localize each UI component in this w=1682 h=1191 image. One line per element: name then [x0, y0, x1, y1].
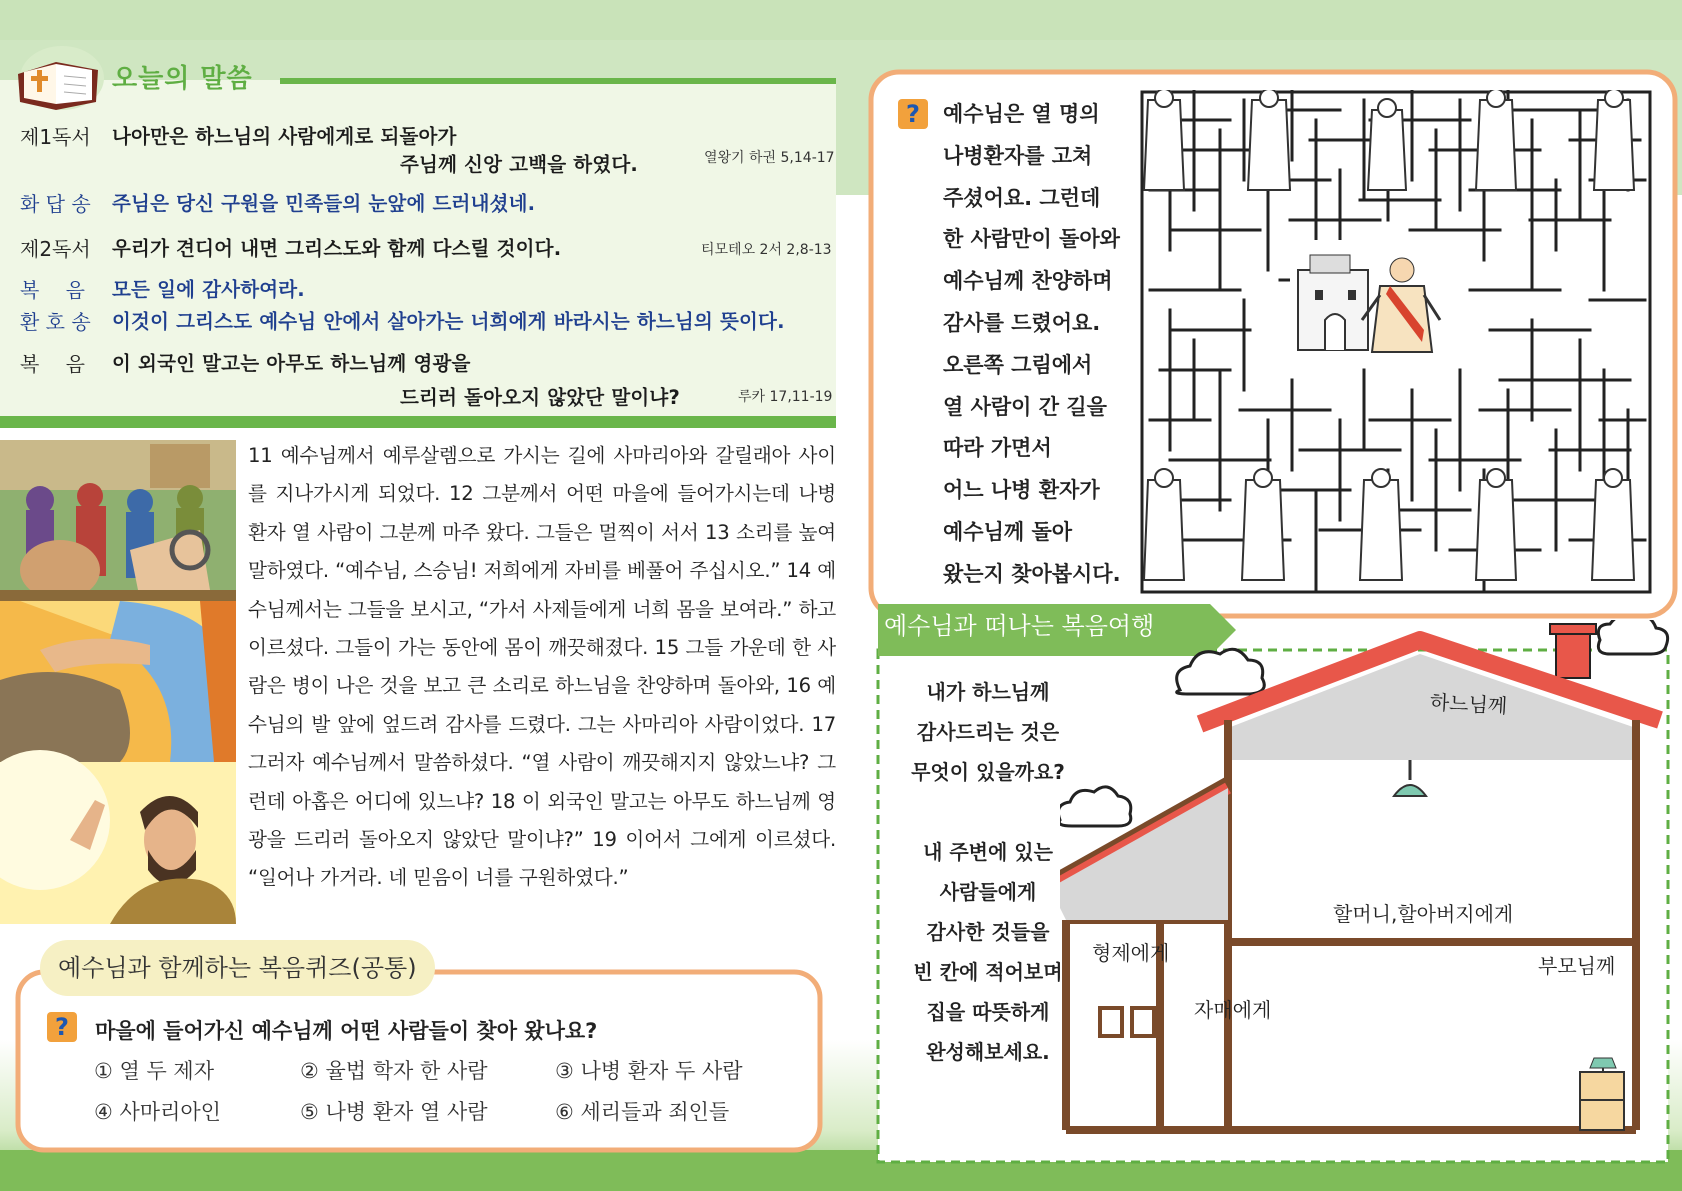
cloud-icon	[1177, 649, 1265, 694]
house-instructions	[898, 832, 1078, 1072]
house-instruction-line: 집을 따뜻하게	[926, 1000, 1050, 1024]
maze-line: 어느 나병 환자가	[943, 478, 1100, 503]
maze-line: 예수님께 찬양하며	[943, 269, 1113, 294]
reading-text: 이것이 그리스도 예수님 안에서 살아가는 너희에게 바라시는 하느님의 뜻이다.	[112, 310, 785, 333]
maze-line: 왔는지 찾아봅시다.	[943, 561, 1121, 586]
reading-text: 모든 일에 감사하여라.	[112, 278, 305, 301]
quiz-option-4[interactable]: ④ 사마리아인	[94, 1100, 221, 1124]
quiz-tab: 예수님과 함께하는 복음퀴즈(공통)	[40, 940, 435, 996]
reading-text: 이 외국인 말고는 아무도 하느님께 영광을	[112, 352, 471, 375]
healing-touch-illustration	[0, 601, 236, 762]
reading-text: 우리가 견디어 내면 그리스도와 함께 다스릴 것이다.	[112, 237, 562, 260]
house-instruction-line: 완성해보세요.	[926, 1040, 1050, 1064]
quiz-option-6[interactable]: ⑥ 세리들과 죄인들	[555, 1100, 730, 1124]
question-mark-icon: ?	[47, 1012, 77, 1042]
quiz-option-2[interactable]: ② 율법 학자 한 사람	[300, 1059, 488, 1083]
maze-line: 한 사람만이 돌아와	[943, 227, 1120, 252]
house-question-line: 감사드리는 것은	[916, 720, 1060, 744]
maze-line: 감사를 드렸어요.	[943, 310, 1101, 335]
maze-line: 오른쪽 그림에서	[943, 352, 1093, 377]
house-question-line: 무엇이 있을까요?	[911, 760, 1065, 784]
room-label-sisters: 자매에게	[1194, 998, 1272, 1022]
room-label-brothers: 형제에게	[1092, 941, 1170, 965]
house-question	[898, 672, 1078, 792]
cloud-icon	[1060, 787, 1131, 826]
reading-label: 제1독서	[20, 125, 91, 149]
reading-label: 복 음	[20, 352, 85, 376]
reading-ref: 열왕기 하권 5,14-17	[704, 150, 835, 166]
reading-text: 나아만은 하느님의 사람에게로 되돌아가	[112, 125, 457, 148]
house-instruction-line: 감사한 것들을	[926, 920, 1050, 944]
readings-title: 오늘의 말씀	[112, 64, 253, 94]
reading-ref: 티모테오 2서 2,8-13	[701, 242, 832, 258]
cloud-icon	[1598, 620, 1667, 654]
question-mark-icon: ?	[898, 99, 928, 129]
gospel-text: 11 예수님께서 예루살렘으로 가시는 길에 사마리아와 갈릴래아 사이를 지나가시게 되었다. 12 그분께서 어떤 마을에 들어가시는데 나병 환자 열 사람이 그분께 마주 왔다. 그들은 멀찍이 서서 13 소리를 높여 말하였다. “예수님, 스승님! 저희에게 자비를 베풀어 주십시오.” 14 예수님께서는 그들을 보시고, “가서 사제들에게 너희 몸을 보여라.” 하고 이르셨다. 그들이 가는 동안에 몸이 깨끗해졌다. 15 그들 가운데 한 사람은 병이 나은 것을 보고 큰 소리로 하느님을 찬양하며 돌아와, 16 예수님의 발 앞에 엎드려 감사를 드렸다. 그는 사마리아 사람이었다. 17 그러자 예수님께서 말씀하셨다. “열 사람이 깨끗해지지 않았느냐? 그런데 아홉은 어디에 있느냐? 18 이 외국인 말고는 아무도 하느님께 영광을 드리러 돌아오지 않았단 말이냐?” 19 이어서 그에게 이르셨다. “일어나 가거라. 네 믿음이 너를 구원하였다.”	[248, 444, 836, 890]
room-label-god: 하느님께	[1429, 689, 1508, 719]
quiz-option-3[interactable]: ③ 나병 환자 두 사람	[555, 1059, 743, 1083]
maze-line: 예수님께 돌아	[943, 519, 1073, 544]
reading-text: 주님은 당신 구원을 민족들의 눈앞에 드러내셨네.	[112, 192, 536, 215]
reading-label: 제2독서	[20, 237, 91, 261]
maze-line: 예수님은 열 명의	[943, 102, 1100, 126]
maze-puzzle[interactable]	[1140, 90, 1652, 594]
town-illustration	[1298, 255, 1368, 350]
reading-label: 복 음	[20, 278, 85, 302]
lepers-crowd-illustration	[0, 440, 236, 601]
maze-line: 따라 가면서	[943, 436, 1052, 461]
quiz-question: 마을에 들어가신 예수님께 어떤 사람들이 찾아 왔나요?	[95, 1019, 598, 1043]
house-instruction-line: 빈 칸에 적어보며	[913, 960, 1063, 984]
house-instruction-line: 내 주변에 있는	[923, 840, 1053, 864]
house-drawing	[1060, 620, 1670, 1160]
maze-instructions	[943, 94, 1143, 596]
reading-text-line2: 주님께 신앙 고백을 하였다.	[400, 153, 638, 176]
room-label-parents: 부모님께	[1538, 954, 1616, 978]
quiz-option-5[interactable]: ⑤ 나병 환자 열 사람	[300, 1100, 488, 1124]
room-label-grandparents: 할머니,할아버지에게	[1333, 902, 1514, 926]
maze-line: 열 사람이 간 길을	[943, 394, 1107, 419]
reading-label: 화 답 송	[20, 192, 91, 216]
house-question-line: 내가 하느님께	[926, 680, 1050, 704]
maze-line: 나병환자를 고쳐	[943, 143, 1093, 168]
house-instruction-line: 사람들에게	[939, 880, 1037, 904]
bible-icon	[12, 44, 104, 114]
man-praising-illustration	[0, 750, 236, 924]
reading-ref: 루카 17,11-19	[738, 389, 833, 405]
gospel-illustrations	[0, 440, 236, 924]
reading-label: 환 호 송	[20, 310, 91, 334]
maze-line: 주셨어요. 그런데	[943, 185, 1101, 210]
reading-text-line2: 드리러 돌아오지 않았단 말이냐?	[400, 386, 680, 409]
quiz-option-1[interactable]: ① 열 두 제자	[94, 1059, 214, 1083]
house-tab: 예수님과 떠나는 복음여행	[884, 612, 1155, 640]
